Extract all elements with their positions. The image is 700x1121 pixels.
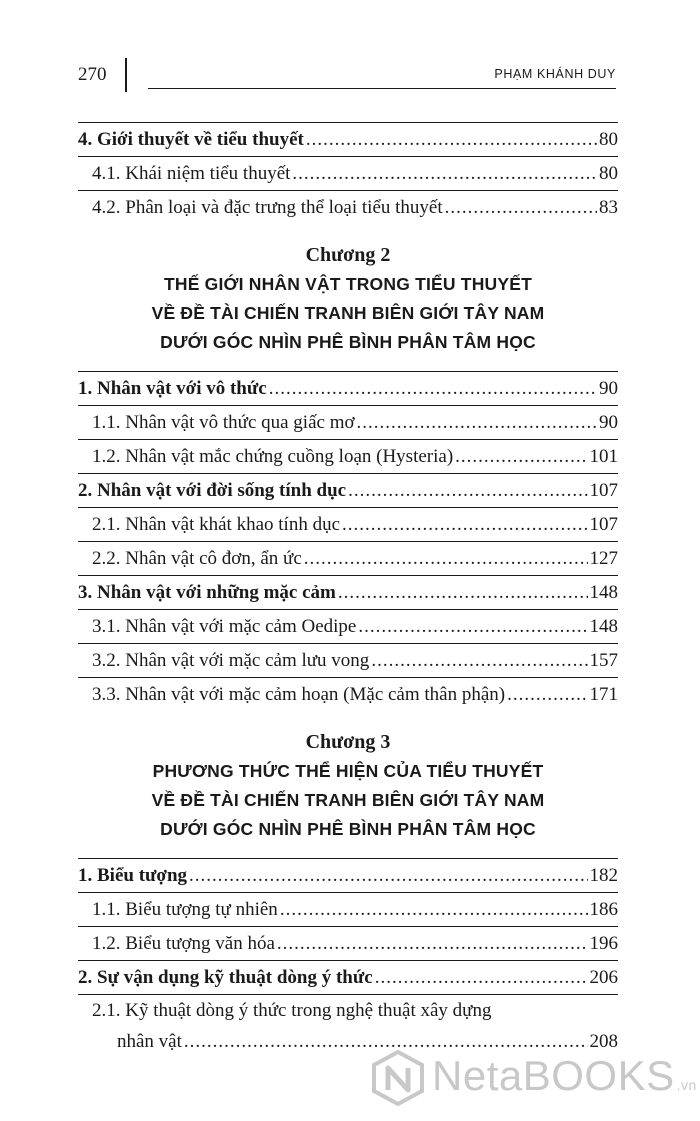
header-rule: [148, 88, 616, 89]
page-number: 270: [78, 64, 107, 85]
chapter-title-line: DƯỚI GÓC NHÌN PHÊ BÌNH PHÂN TÂM HỌC: [160, 819, 536, 839]
toc-entry: 3.2. Nhân vật với mặc cảm lưu vong ..... 157: [78, 644, 618, 677]
chapter-title-line: DƯỚI GÓC NHÌN PHÊ BÌNH PHÂN TÂM HỌC: [160, 332, 536, 352]
toc-entry: 1.2. Biểu tượng văn hóa ..... 196: [78, 927, 618, 960]
toc-entry: 2.1. Nhân vật khát khao tính dục ..... 107: [78, 508, 618, 541]
toc-entry: 2.1. Kỹ thuật dòng ý thức trong nghệ thuật xây dựng nhân vật ..... 208: [78, 995, 618, 1057]
chapter-label: Chương 3: [305, 731, 391, 753]
chapter-label: Chương 2: [305, 244, 391, 266]
watermark-logo: [372, 1046, 697, 1110]
chapter-title-line: THẾ GIỚI NHÂN VẬT TRONG TIỂU THUYẾT: [163, 274, 533, 294]
chapter-title-line: VỀ ĐỀ TÀI CHIẾN TRANH BIÊN GIỚI TÂY NAM: [151, 303, 545, 323]
toc-entry: 1. Nhân vật với vô thức ..... 90: [78, 372, 618, 405]
chapter-title-line: VỀ ĐỀ TÀI CHIẾN TRANH BIÊN GIỚI TÂY NAM: [151, 790, 545, 810]
toc-entry: 4.1. Khái niệm tiểu thuyết ..... 80: [78, 157, 618, 190]
running-title: PHẠM KHÁNH DUY: [494, 67, 616, 81]
toc-entry: 1. Biểu tượng ..... 182: [78, 859, 618, 892]
toc-entry: 2. Nhân vật với đời sống tính dục ..... 107: [78, 474, 618, 507]
chapter-title-line: PHƯƠNG THỨC THỂ HIỆN CỦA TIỂU THUYẾT: [152, 761, 544, 781]
chapter-heading: [78, 240, 618, 357]
toc-entry: 2. Sự vận dụng kỹ thuật dòng ý thức ..... 206: [78, 961, 618, 994]
page-header: [78, 62, 616, 92]
toc-entry: 2.2. Nhân vật cô đơn, ẩn ức ..... 127: [78, 542, 618, 575]
chapter-heading: [78, 727, 618, 844]
watermark-text: NetaBOOKS .vn: [432, 1052, 697, 1099]
toc-entry: 1.2. Nhân vật mắc chứng cuồng loạn (Hysteria) ..... 101: [78, 440, 618, 473]
toc-entry: 3. Nhân vật với những mặc cảm ..... 148: [78, 576, 618, 609]
toc-entry: 1.1. Biểu tượng tự nhiên ..... 186: [78, 893, 618, 926]
toc-entry: 3.1. Nhân vật với mặc cảm Oedipe ..... 148: [78, 610, 618, 643]
toc-entry: 4.2. Phân loại và đặc trưng thể loại tiểu thuyết ..... 83: [78, 191, 618, 224]
toc-entry: 3.3. Nhân vật với mặc cảm hoạn (Mặc cảm thân phận) ..... 171: [78, 678, 618, 711]
toc-entry: 4. Giới thuyết về tiểu thuyết ..... 80: [78, 123, 618, 156]
header-vertical-bar: [125, 58, 127, 92]
table-of-contents: [78, 122, 618, 1057]
toc-entry: 1.1. Nhân vật vô thức qua giấc mơ ..... 90: [78, 406, 618, 439]
neta-logo-icon: [372, 1050, 424, 1106]
